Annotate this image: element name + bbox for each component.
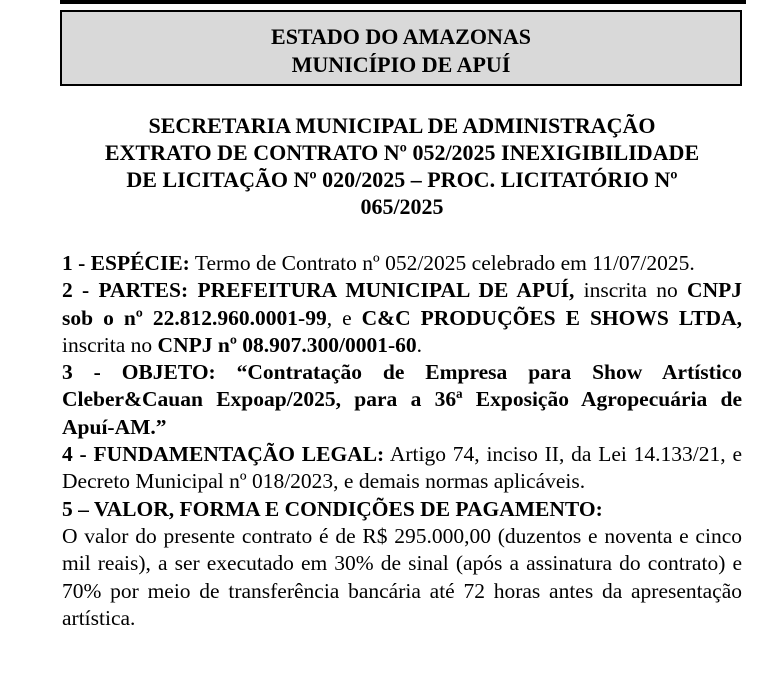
header-state: ESTADO DO AMAZONAS bbox=[271, 24, 531, 49]
partes-text-2: , e bbox=[326, 305, 362, 330]
header-municipality: MUNICÍPIO DE APUÍ bbox=[291, 52, 511, 77]
section-fundamentacao bbox=[62, 441, 742, 496]
partes-text-4: . bbox=[416, 332, 423, 357]
partes-label: 2 - PARTES: PREFEITURA MUNICIPAL DE APUÍ, bbox=[62, 278, 575, 303]
especie-text: Termo de Contrato nº 052/2025 celebrado em 11/07/2025. bbox=[189, 251, 695, 275]
top-rule bbox=[60, 0, 746, 4]
section-valor-heading bbox=[62, 496, 742, 523]
partes-cnpj-empresa: CNPJ nº 08.907.300/0001-60 bbox=[157, 332, 417, 357]
section-valor-text: O valor do presente contrato é de R$ 295.000,00 (duzentos e noventa e cinco mil reais), a ser executado em 30% de sinal (após a assinatura do contrato) e 70% por meio de transferência bancária até 72 horas antes da apresentação artística. bbox=[62, 523, 742, 630]
document-title bbox=[62, 112, 742, 220]
fundamentacao-text: Artigo 74, inciso II, da Lei 14.133/21, e Decreto Municipal nº 018/2023, e demais normas aplicáveis. bbox=[62, 442, 742, 494]
especie-label: 1 - ESPÉCIE: bbox=[62, 251, 190, 275]
title-secretariat: SECRETARIA MUNICIPAL DE ADMINISTRAÇÃO bbox=[148, 113, 656, 138]
partes-text-3: inscrita no bbox=[62, 332, 158, 357]
title-licitation-line: DE LICITAÇÃO Nº 020/2025 – PROC. LICITATÓRIO Nº bbox=[126, 167, 678, 192]
partes-text-1: inscrita no bbox=[574, 278, 688, 303]
section-partes bbox=[62, 277, 742, 359]
header-box bbox=[60, 10, 742, 86]
document-body bbox=[62, 250, 742, 632]
title-process-number: 065/2025 bbox=[360, 194, 444, 219]
section-especie bbox=[62, 250, 742, 277]
valor-label: 5 – VALOR, FORMA E CONDIÇÕES DE PAGAMENTO: bbox=[62, 496, 603, 521]
section-objeto bbox=[62, 359, 742, 441]
partes-cnpj-prefeitura: CNPJ sob o nº 22.812.960.0001-99 bbox=[62, 278, 742, 330]
partes-empresa: C&C PRODUÇÕES E SHOWS LTDA, bbox=[361, 305, 742, 330]
title-extract-line: EXTRATO DE CONTRATO Nº 052/2025 INEXIGIBILIDADE bbox=[104, 140, 700, 165]
fundamentacao-label: 4 - FUNDAMENTAÇÃO LEGAL: bbox=[62, 442, 385, 467]
objeto-text: 3 - OBJETO: “Contratação de Empresa para Show Artístico Cleber&Cauan Expoap/2025, para a 36ª Exposição Agropecuária de Apuí-AM.” bbox=[62, 360, 742, 439]
